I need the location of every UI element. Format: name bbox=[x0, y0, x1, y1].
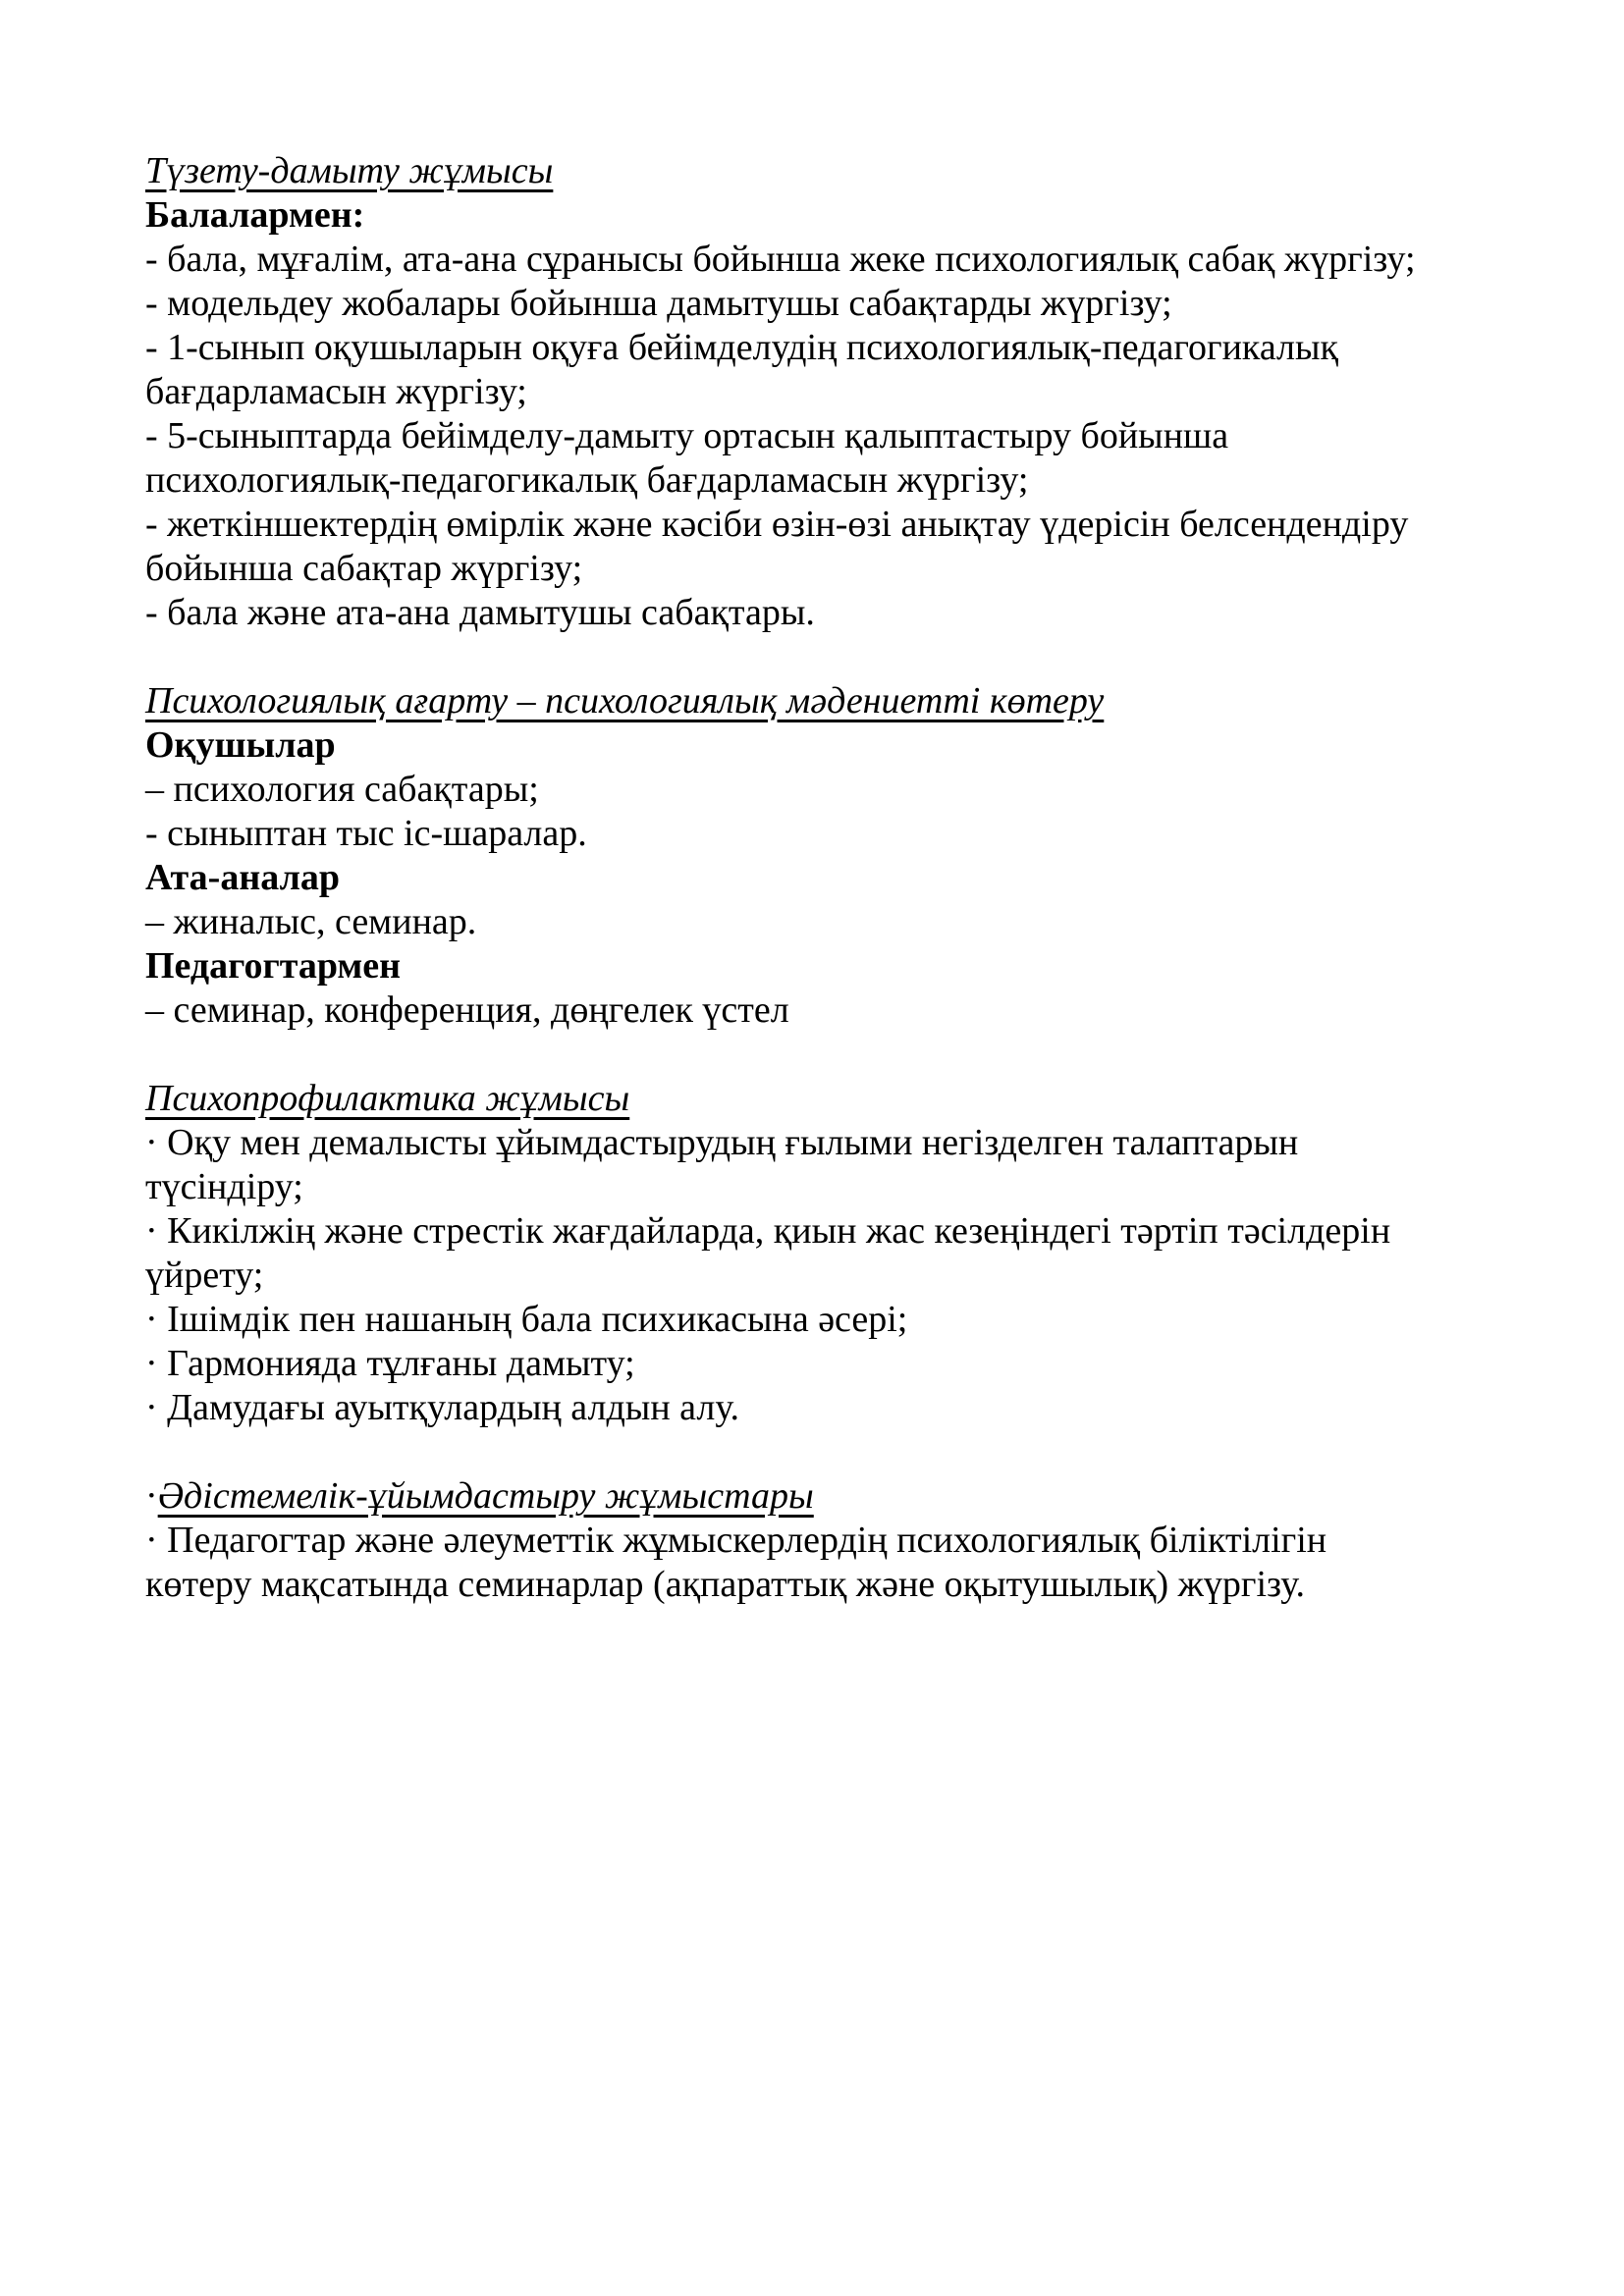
text-line: · Кикілжің және стрестік жағдайларда, қиын жас кезеңіндегі тәртіп тәсілдерін bbox=[145, 1210, 1391, 1252]
text-line: · Гармонияда тұлғаны дамыту; bbox=[145, 1343, 635, 1384]
text-line: көтеру мақсатында семинарлар (ақпараттық және оқытушылық) жүргізу. bbox=[145, 1564, 1305, 1605]
blank-line bbox=[145, 1033, 1506, 1077]
section-1-subheading: Балалармен: bbox=[145, 194, 365, 236]
section-3-heading bbox=[145, 1077, 1506, 1121]
text-line: · Дамудағы ауытқулардың алдын алу. bbox=[145, 1387, 740, 1428]
text-line: · Оқу мен демалысты ұйымдастырудың ғылыми негізделген талаптарын bbox=[145, 1122, 1299, 1163]
section-2-subheading-teachers: Педагогтармен bbox=[145, 945, 402, 987]
text-line: - бала және ата-ана дамытушы сабақтары. bbox=[145, 592, 815, 633]
section-2-heading bbox=[145, 679, 1506, 723]
document-content bbox=[145, 149, 1506, 1607]
section-2-heading-text: Психологиялық ағарту – психологиялық мәдениетті көтеру bbox=[145, 680, 1105, 721]
section-4-heading-text: Әдістемелік-ұйымдастыру жұмыстары bbox=[157, 1475, 814, 1517]
text-line: - 1-сынып оқушыларын оқуға бейімделудің психологиялық-педагогикалық bbox=[145, 327, 1338, 368]
blank-line bbox=[145, 1430, 1506, 1474]
text-line: – семинар, конференция, дөңгелек үстел bbox=[145, 989, 789, 1031]
text-line: - 5-сыныптарда бейімделу-дамыту ортасын қалыптастыру бойынша bbox=[145, 415, 1229, 456]
section-1-heading bbox=[145, 149, 1506, 193]
text-line: психологиялық-педагогикалық бағдарламасын жүргізу; bbox=[145, 459, 1029, 501]
text-line: - сыныптан тыс іс-шаралар. bbox=[145, 813, 587, 854]
text-line: · Педагогтар және әлеуметтік жұмыскерлердің психологиялық біліктілігін bbox=[145, 1520, 1327, 1561]
section-1-heading-text: Түзету-дамыту жұмысы bbox=[145, 150, 554, 191]
text-line: – жиналыс, семинар. bbox=[145, 901, 477, 942]
text-line: - бала, мұғалім, ата-ана сұранысы бойынша жеке психологиялық сабақ жүргізу; bbox=[145, 239, 1416, 280]
section-3-heading-text: Психопрофилактика жұмысы bbox=[145, 1078, 630, 1119]
heading-bullet-dot: · bbox=[145, 1475, 158, 1517]
section-2-subheading-students: Оқушылар bbox=[145, 724, 336, 766]
text-line: бағдарламасын жүргізу; bbox=[145, 371, 527, 412]
text-line: бойынша сабақтар жүргізу; bbox=[145, 548, 583, 589]
section-4-heading bbox=[145, 1474, 1506, 1519]
text-line: · Ішімдік пен нашаның бала психикасына әсері; bbox=[145, 1299, 908, 1340]
text-line: - жеткіншектердің өмірлік және кәсіби өзін-өзі анықтау үдерісін белсендендіру bbox=[145, 504, 1409, 545]
section-2-subheading-parents: Ата-аналар bbox=[145, 857, 341, 898]
text-line: – психология сабақтары; bbox=[145, 769, 539, 810]
text-line: - модельдеу жобалары бойынша дамытушы сабақтарды жүргізу; bbox=[145, 283, 1172, 324]
text-line: түсіндіру; bbox=[145, 1166, 303, 1207]
text-line: үйрету; bbox=[145, 1255, 264, 1296]
blank-line bbox=[145, 635, 1506, 679]
